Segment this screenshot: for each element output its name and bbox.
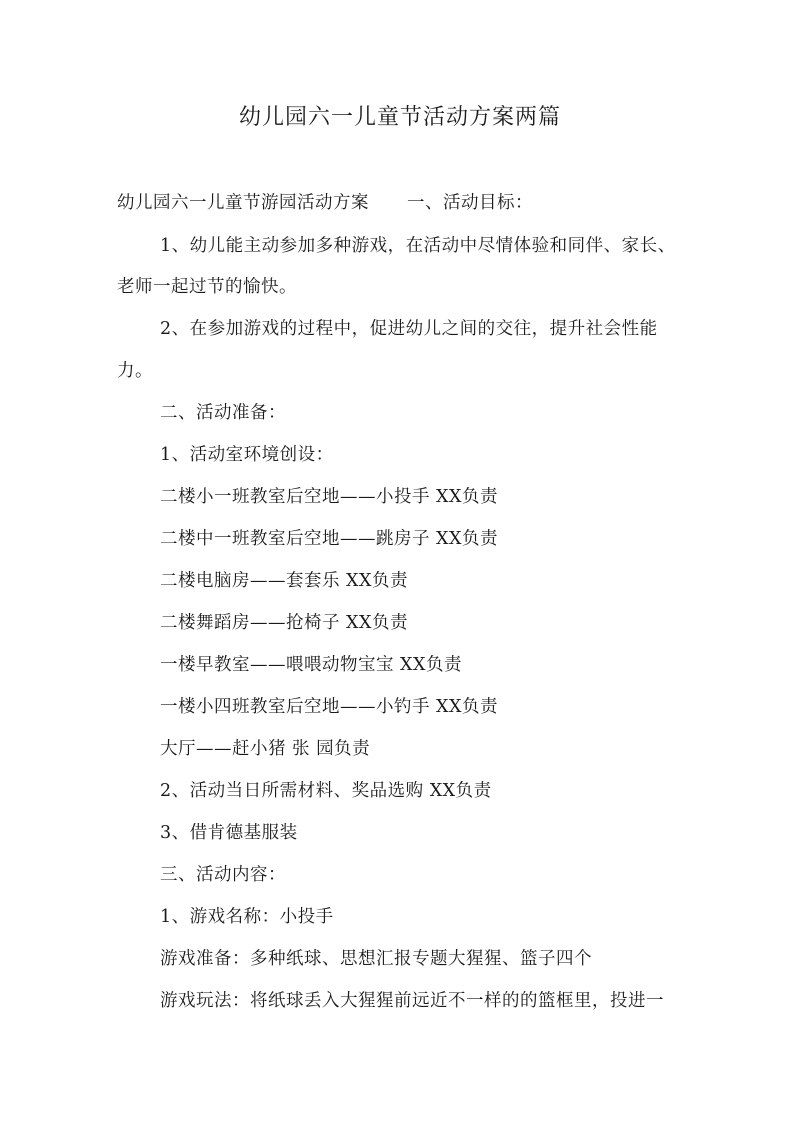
document-title: 幼儿园六一儿童节活动方案两篇 — [238, 105, 561, 130]
list-item: 一楼小四班教室后空地——小钓手 XX负责 — [160, 697, 498, 717]
list-item: 大厅——赶小猪 张 园负责 — [160, 739, 371, 759]
list-item: 二楼舞蹈房——抢椅子 XX负责 — [160, 613, 408, 633]
list-item: 一楼早教室——喂喂动物宝宝 XX负责 — [160, 655, 462, 675]
subtitle: 幼儿园六一儿童节游园活动方案 — [117, 193, 369, 213]
list-item: 二楼电脑房——套套乐 XX负责 — [160, 571, 408, 591]
paragraph-line: 3、借肯德基服装 — [160, 823, 298, 843]
paragraph-line: 力。 — [117, 361, 153, 381]
paragraph-line: 2、在参加游戏的过程中，促进幼儿之间的交往，提升社会性能 — [160, 319, 658, 339]
section1-heading: 一、活动目标： — [407, 193, 533, 213]
paragraph-line: 1、活动室环境创设： — [160, 445, 334, 465]
paragraph-line: 1、幼儿能主动参加多种游戏，在活动中尽情体验和同伴、家长、 — [160, 236, 676, 256]
paragraph-line: 2、活动当日所需材料、奖品选购 XX负责 — [160, 781, 492, 801]
section-heading: 三、活动内容： — [160, 865, 286, 885]
subtitle-line — [117, 190, 533, 216]
paragraph-line: 老师一起过节的愉快。 — [117, 277, 297, 297]
paragraph-line: 游戏玩法：将纸球丢入大猩猩前远近不一样的的篮框里，投进一 — [160, 991, 664, 1011]
list-item: 二楼中一班教室后空地——跳房子 XX负责 — [160, 529, 498, 549]
paragraph-line: 1、游戏名称：小投手 — [160, 907, 334, 927]
list-item: 二楼小一班教室后空地——小投手 XX负责 — [160, 487, 498, 507]
section-heading: 二、活动准备： — [160, 403, 286, 423]
paragraph-line: 游戏准备：多种纸球、思想汇报专题大猩猩、篮子四个 — [160, 949, 592, 969]
